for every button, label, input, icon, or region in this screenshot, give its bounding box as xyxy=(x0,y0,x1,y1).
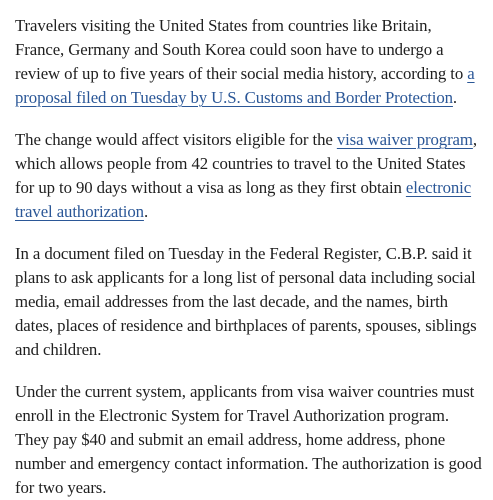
visa-waiver-program-link[interactable]: visa waiver program xyxy=(336,130,473,149)
paragraph-text: . xyxy=(452,88,458,107)
paragraph-travelers-review xyxy=(15,14,483,110)
paragraph-text: Travelers visiting the United States from countries like Britain, France, Germany and South Korea could soon have to undergo a review of up to five years of their social media history, according to xyxy=(15,16,468,83)
electronic-travel-authorization-link[interactable]: electronic travel authorization xyxy=(15,178,472,221)
paragraph-text: , which allows people from 42 countries to travel to the United States for up to 90 days without a visa as long as they first obtain xyxy=(15,130,477,197)
paragraph-current-system: Under the current system, applicants from visa waiver countries must enroll in the Electronic System for Travel Authorization program. They pay $40 and submit an email address, home address, phone number and emergency contact information. The authorization is good for two years. xyxy=(15,382,482,497)
paragraph-text: The change would affect visitors eligible for the xyxy=(15,130,337,149)
paragraph-federal-register: In a document filed on Tuesday in the Federal Register, C.B.P. said it plans to ask applicants for a long list of personal data including social media, email addresses from the last decade, and the names, birth dates, places of residence and birthplaces of parents, spouses, siblings and children. xyxy=(15,244,477,359)
cbp-proposal-link[interactable]: a proposal filed on Tuesday by U.S. Customs and Border Protection xyxy=(15,64,475,107)
paragraph-visa-waiver xyxy=(15,128,483,224)
paragraph-text: . xyxy=(143,202,149,221)
